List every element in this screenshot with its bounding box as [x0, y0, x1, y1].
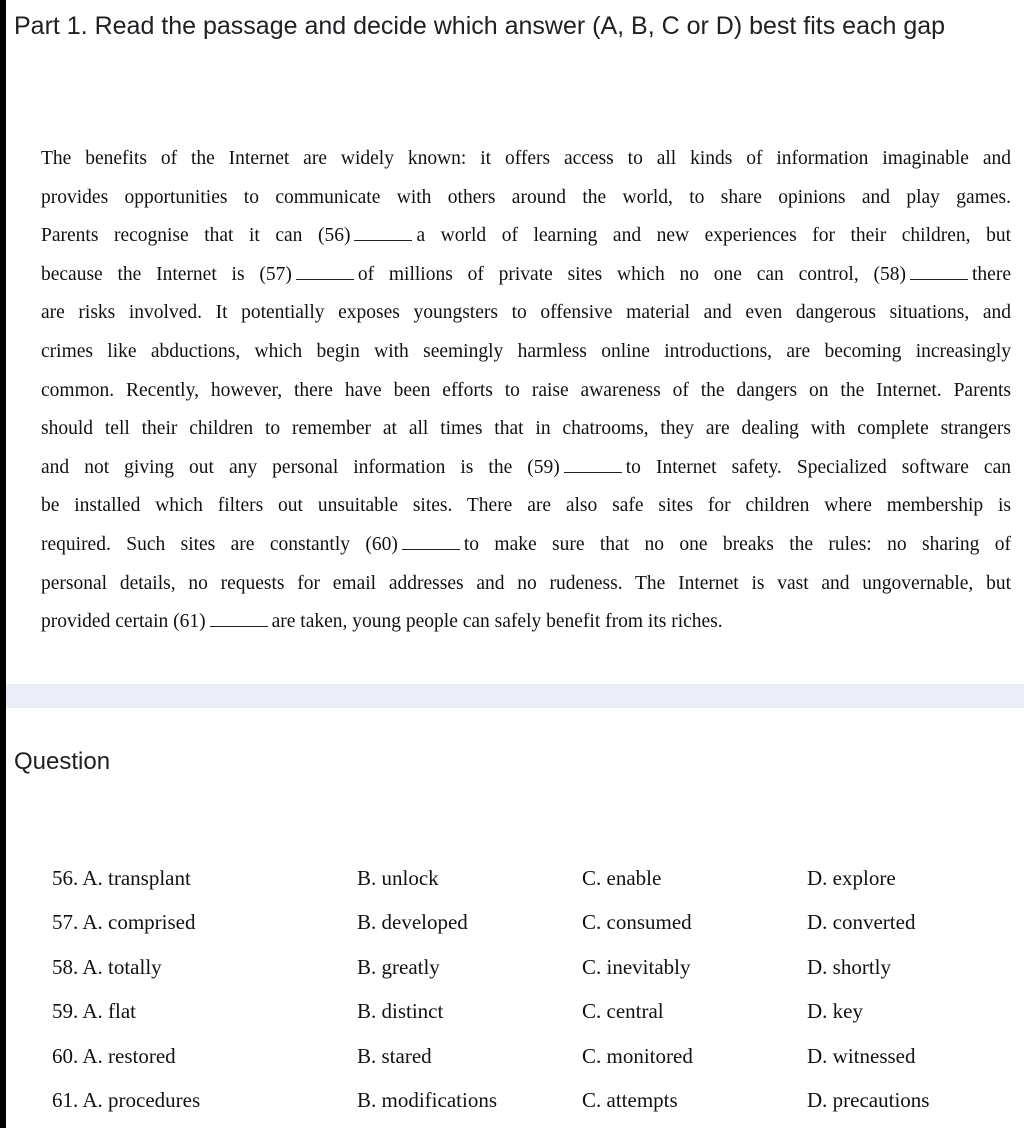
option-d: D. converted	[807, 910, 916, 935]
reading-passage	[41, 140, 1011, 642]
passage-line	[41, 603, 1011, 642]
passage-text: personal details, no requests for email addresses and no rudeness. The Internet is vast and ungovernable, but	[41, 572, 1011, 594]
answer-blank	[564, 458, 622, 473]
passage-text: to make sure that no one breaks the rules: no sharing of	[463, 533, 1012, 555]
answer-blank	[296, 265, 354, 280]
answer-blank	[910, 265, 968, 280]
option-d: D. explore	[807, 866, 896, 890]
passage-text: are taken, young people can safely benefit from its riches.	[271, 611, 723, 633]
option-c: C. enable	[582, 866, 662, 890]
passage-line	[41, 487, 1011, 526]
option-c: C. attempts	[582, 1087, 678, 1112]
passage-text: required. Such sites are constantly (60)	[41, 533, 398, 555]
passage-text: and not giving out any personal information is the (59)	[41, 456, 560, 478]
option-a: 58. A. totally	[52, 954, 162, 979]
option-a: 59. A. flat	[52, 999, 136, 1024]
option-b: B. unlock	[357, 866, 439, 890]
passage-line	[41, 256, 1011, 295]
passage-text: be installed which filters out unsuitable sites. There are also safe sites for children where membership is	[41, 495, 1011, 517]
option-b: B. developed	[357, 910, 468, 935]
passage-line	[41, 179, 1011, 218]
passage-line	[41, 217, 1011, 256]
option-row	[52, 999, 1012, 1043]
answer-blank	[402, 535, 460, 550]
passage-line	[41, 449, 1011, 488]
question-title: Question	[14, 748, 111, 775]
option-b: B. modifications	[357, 1087, 497, 1112]
option-a: 57. A. comprised	[52, 910, 196, 935]
option-b: B. distinct	[357, 999, 444, 1024]
passage-text: should tell their children to remember at all times that in chatrooms, they are dealing with complete strangers	[41, 418, 1011, 440]
option-b: B. stared	[357, 1043, 432, 1068]
answer-options-table	[52, 866, 1012, 1128]
option-b: B. greatly	[357, 954, 440, 979]
passage-text: common. Recently, however, there have been efforts to raise awareness of the dangers on the Internet. Parents	[41, 379, 1011, 401]
passage-text: to Internet safety. Specialized software can	[625, 456, 1011, 478]
passage-text: provided certain (61)	[41, 611, 206, 633]
passage-line	[41, 565, 1011, 604]
passage-line	[41, 410, 1011, 449]
option-row	[52, 866, 1012, 910]
passage-line	[41, 526, 1011, 565]
passage-line	[41, 294, 1011, 333]
passage-line	[41, 333, 1011, 372]
option-c: C. consumed	[582, 910, 692, 935]
option-row	[52, 1088, 1012, 1128]
passage-line	[41, 372, 1011, 411]
passage-text: provides opportunities to communicate with others around the world, to share opinions and play games.	[41, 186, 1011, 208]
option-d: D. shortly	[807, 954, 891, 979]
passage-text: there	[972, 263, 1011, 285]
option-d: D. witnessed	[807, 1043, 916, 1068]
passage-text: of millions of private sites which no one can control, (58)	[357, 263, 906, 285]
passage-text: a world of learning and new experiences for their children, but	[416, 225, 1011, 247]
passage-text: Parents recognise that it can (56)	[41, 225, 351, 247]
passage-text: crimes like abductions, which begin with seemingly harmless online introductions, are becoming increasingly	[41, 340, 1011, 362]
option-a: 56. A. transplant	[52, 866, 191, 890]
option-c: C. central	[582, 999, 664, 1024]
option-a: 60. A. restored	[52, 1043, 176, 1068]
passage-text: because the Internet is (57)	[41, 263, 292, 285]
answer-blank	[354, 226, 412, 241]
option-row	[52, 955, 1012, 999]
option-c: C. monitored	[582, 1043, 693, 1068]
option-d: D. precautions	[807, 1087, 930, 1112]
passage-line	[41, 140, 1011, 179]
option-d: D. key	[807, 999, 863, 1024]
passage-text: The benefits of the Internet are widely known: it offers access to all kinds of information imaginable and	[41, 148, 1011, 169]
passage-text: are risks involved. It potentially exposes youngsters to offensive material and even dangerous situations, and	[41, 302, 1011, 324]
section-divider	[6, 684, 1024, 708]
option-row	[52, 1044, 1012, 1088]
option-a: 61. A. procedures	[52, 1087, 201, 1112]
answer-blank	[210, 612, 268, 627]
option-c: C. inevitably	[582, 954, 691, 979]
part-header: Part 1. Read the passage and decide which answer (A, B, C or D) best fits each gap	[14, 12, 946, 40]
option-row	[52, 910, 1012, 954]
